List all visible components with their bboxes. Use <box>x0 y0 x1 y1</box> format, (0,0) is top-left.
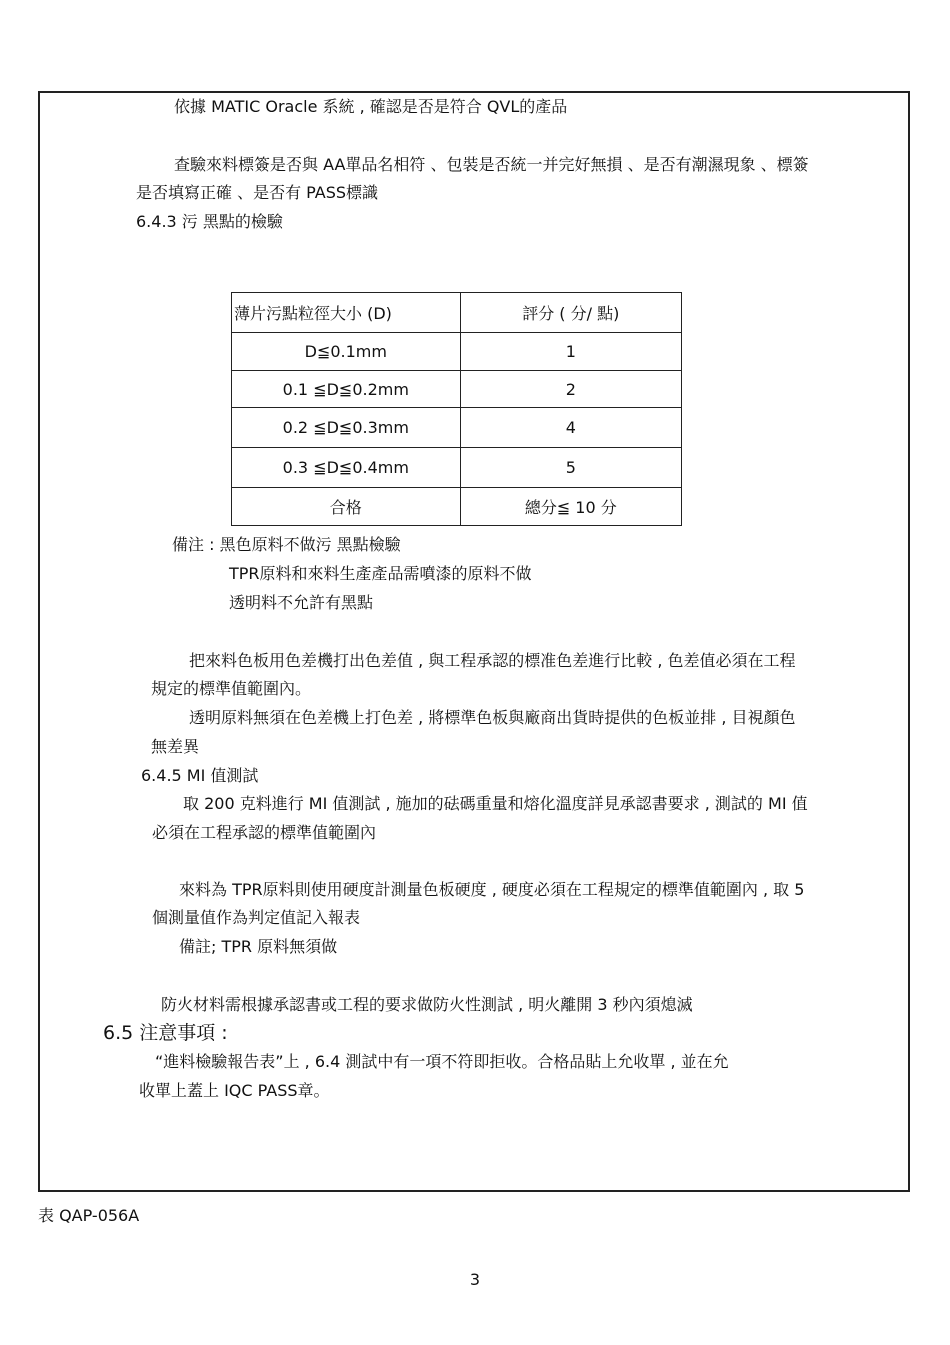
paragraph-label-check-cont: 是否填寫正確 、是否有 PASS標識 <box>136 183 379 202</box>
table-row <box>232 408 682 448</box>
section-heading-6-5: 6.5 注意事項 : <box>103 1022 228 1044</box>
paragraph-qvl-check: 依據 MATIC Oracle 系統 , 確認是否是符合 QVL的產品 <box>174 97 568 116</box>
note-transparent-material: 透明料不允許有黑點 <box>229 593 374 612</box>
table-cell-score: 1 <box>460 333 681 371</box>
table-cell-pass-label: 合格 <box>232 488 461 526</box>
table-cell-size: 0.1 ≦D≦0.2mm <box>232 371 461 408</box>
paragraph-transparent-color-cont: 無差異 <box>151 737 200 756</box>
table-row <box>232 371 682 408</box>
paragraph-transparent-color: 透明原料無須在色差機上打色差 , 將標準色板與廠商出貨時提供的色板並排 , 目視顏色 <box>189 708 796 727</box>
note-black-material: 備注 : 黑色原料不做污 黑點檢驗 <box>172 535 401 554</box>
dirt-spot-scoring-table <box>231 292 682 526</box>
form-code: 表 QAP-056A <box>38 1206 140 1225</box>
paragraph-label-check: 查驗來料標簽是否與 AA單品名相符 、包裝是否統一并完好無損 、是否有潮濕現象 、標簽 <box>174 155 809 174</box>
table-row-pass <box>232 488 682 526</box>
paragraph-hardness-test-cont: 個測量值作為判定值記入報表 <box>152 908 361 927</box>
table-cell-size: 0.2 ≦D≦0.3mm <box>232 408 461 448</box>
table-cell-score: 2 <box>460 371 681 408</box>
note-tpr-material: TPR原料和來料生產產品需噴漆的原料不做 <box>229 564 532 583</box>
paragraph-inspection-report: “進料檢驗報告表”上 , 6.4 測試中有一項不符即拒收。合格品貼上允收單 , 並在允 <box>155 1052 729 1071</box>
table-header-particle-size: 薄片污點粒徑大小 (D) <box>232 293 461 333</box>
paragraph-color-difference-cont: 規定的標準值範圍內。 <box>151 679 312 698</box>
section-heading-6-4-3: 6.4.3 污 黑點的檢驗 <box>136 212 283 231</box>
table-row <box>232 448 682 488</box>
paragraph-inspection-report-cont: 收單上蓋上 IQC PASS章。 <box>139 1081 330 1100</box>
table-cell-score: 4 <box>460 408 681 448</box>
section-heading-6-4-5: 6.4.5 MI 值測試 <box>141 766 259 785</box>
table-cell-size: 0.3 ≦D≦0.4mm <box>232 448 461 488</box>
table-header-score: 評分 ( 分/ 點) <box>460 293 681 333</box>
table-cell-size: D≦0.1mm <box>232 333 461 371</box>
paragraph-mi-test-cont: 必須在工程承認的標準值範圍內 <box>152 823 377 842</box>
table-header-row <box>232 293 682 333</box>
paragraph-color-difference: 把來料色板用色差機打出色差值 , 與工程承認的標准色差進行比較 , 色差值必須在工程 <box>189 651 796 670</box>
table-cell-pass-criteria: 總分≦ 10 分 <box>460 488 681 526</box>
note-tpr-hardness: 備註; TPR 原料無須做 <box>179 937 338 956</box>
paragraph-mi-test: 取 200 克料進行 MI 值測試 , 施加的砝碼重量和熔化溫度詳見承認書要求 , 測試的 MI 值 <box>183 794 808 813</box>
table-cell-score: 5 <box>460 448 681 488</box>
paragraph-fire-test: 防火材料需根據承認書或工程的要求做防火性測試 , 明火離開 3 秒內須熄滅 <box>161 995 693 1014</box>
table-row <box>232 333 682 371</box>
page-number: 3 <box>469 1270 481 1289</box>
paragraph-hardness-test: 來料為 TPR原料則使用硬度計測量色板硬度 , 硬度必須在工程規定的標準值範圍內 , 取 5 <box>179 880 805 899</box>
